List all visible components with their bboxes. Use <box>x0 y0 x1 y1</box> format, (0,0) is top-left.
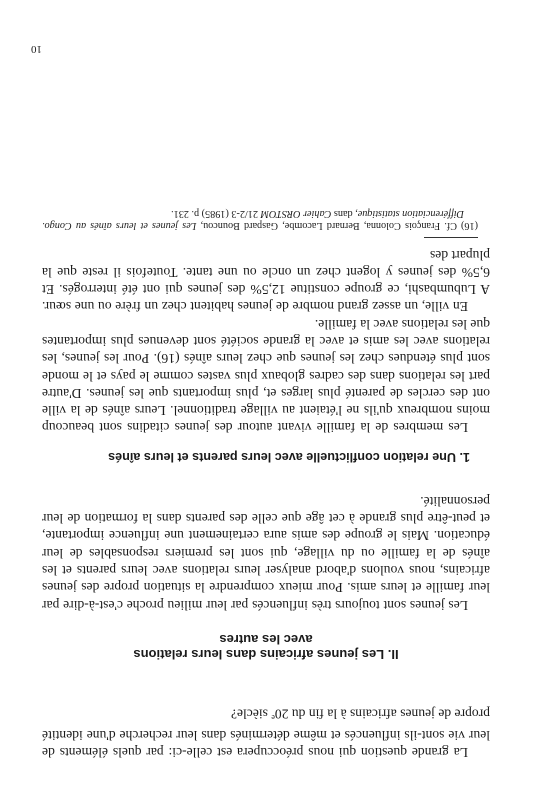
subsection-paragraph-2: En ville, un assez grand nombre de jeunes habitent chez un frère ou une sœur. A Lubumbashi, ce groupe constitue 12,5% des jeunes qui ont été interrogés. Et 6,5% des jeunes y logent chez un oncle ou une tante. Toutefois il reste que la plupart des <box>42 247 490 315</box>
intro-superscript: e <box>271 713 275 723</box>
intro-text-end: siècle? <box>230 706 272 722</box>
intro-paragraph <box>42 706 490 761</box>
footnote-label: (16) <box>461 220 478 232</box>
footnote-text-mid: dans <box>331 207 356 219</box>
text-column <box>42 206 490 761</box>
footnote-text: Cf. François Colonna, Bernard Lacombe, Gaspard Bouncou, <box>196 220 458 232</box>
section-heading-line1: II. Les jeunes africains dans leurs relations <box>133 646 399 662</box>
footnote-journal: Cahier ORSTOM <box>260 207 332 219</box>
intro-text: La grande question qui nous préoccupera est celle-ci: par quels éléments de leur vie sont-ils influencés et même déterminés dans leur recherche d'une identité propre de jeunes africains à la fin du 20 <box>42 706 490 760</box>
section-heading-line2: avec les autres <box>219 631 313 647</box>
footnote-divider <box>424 237 478 238</box>
footnote-title: Les jeunes et leurs aînés au Congo. Différenciation statistique, <box>42 207 464 232</box>
page-number: 10 <box>31 43 42 55</box>
subsection-paragraph-1: Les membres de la famille vivant autour des jeunes citadins sont beaucoup moins nombreux qu'ils ne l'étaient au village traditionnel. Leurs aînés de la ville ont des cercles de parenté plus larges et, plus importants que les jeunes. D'autre part les relations dans des cadres globaux plus vastes comme le pays et le monde sont plus étendues chez les jeunes que chez leurs aînés (16). Pour les jeunes, les relations avec les amis et avec la grande société sont devenues plus importantes que les relations avec la famille. <box>42 316 490 436</box>
footnote <box>42 206 490 231</box>
footnote-text-end: 21/2-3 (1985) p. 231. <box>171 207 261 219</box>
section-heading <box>42 632 490 662</box>
subsection-heading: 1. Une relation conflictuelle avec leurs parents et leurs aînés <box>108 450 470 465</box>
section-paragraph: Les jeunes sont toujours très influencés par leur milieu proche c'est-à-dire par leur famille et leurs amis. Pour mieux comprendre la situation propre des jeunes africains, nous voulons d'abord analyser leurs relations avec leurs parents et les aînés de la famille ou du village, qui sont les premiers responsables de leur éducation. Mais le groupe des amis aura certainement une influence importante, et peut-être plus grande à cet âge que celle des parents dans la formation de leur personnalité. <box>42 493 490 613</box>
